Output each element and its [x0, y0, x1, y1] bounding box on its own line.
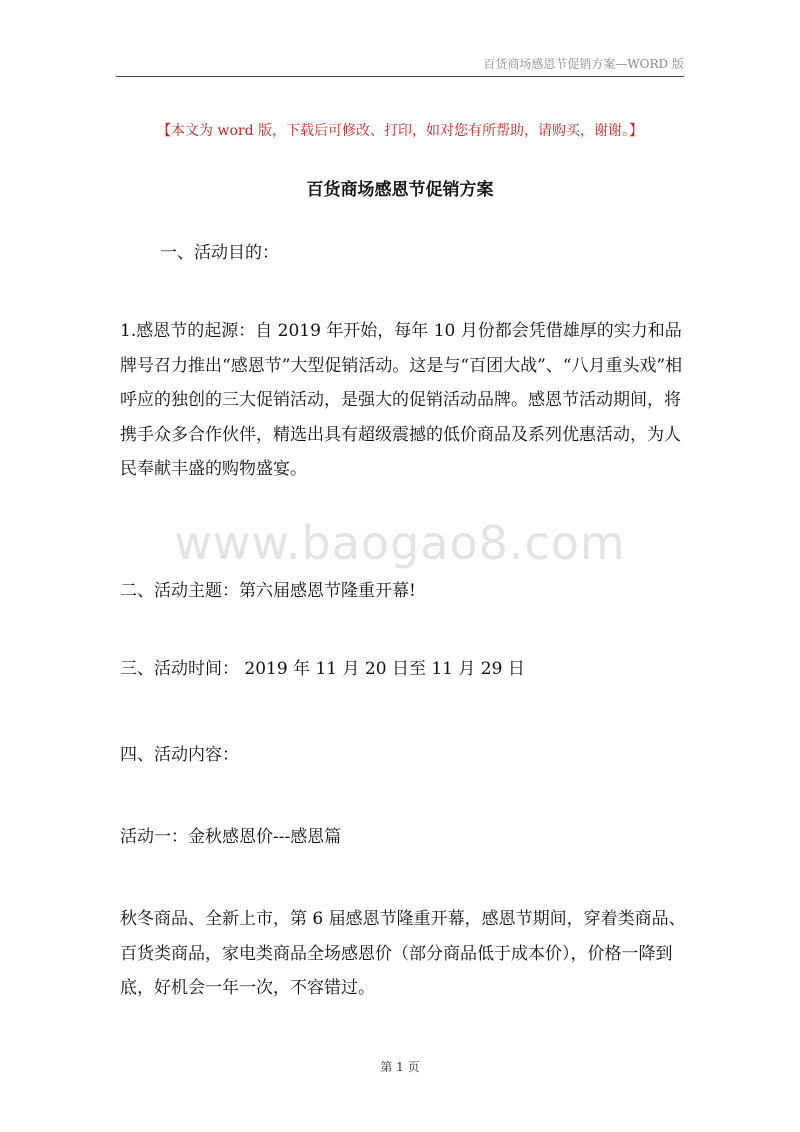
activity1-body: 秋冬商品、全新上市，第 6 届感恩节隆重开幕，感恩节期间，穿着类商品、百货类商品，家电类商品全场感恩价（部分商品低于成本价），价格一降到底，好机会一年一次，不容错过。: [120, 909, 686, 998]
section-purpose-heading: 一、活动目的：: [160, 243, 279, 263]
header-divider: [116, 76, 684, 77]
section-theme: 二、活动主题：第六届感恩节隆重开幕!: [120, 581, 416, 601]
purchase-notice: 【本文为 word 版，下载后可修改、打印，如对您有所帮助，请购买，谢谢。】: [157, 123, 643, 139]
page-number: 第 1 页: [380, 1060, 420, 1074]
watermark: www.baogao8.com: [174, 516, 626, 570]
section-time: 三、活动时间： 2019 年 11 月 20 日至 11 月 29 日: [120, 659, 525, 679]
section-content-heading: 四、活动内容：: [120, 745, 239, 765]
activity1-heading: 活动一：金秋感恩价---感恩篇: [120, 827, 342, 847]
section-purpose-body: 1.感恩节的起源：自 2019 年开始，每年 10 月份都会凭借雄厚的实力和品牌号召力推出“感恩节”大型促销活动。这是与“百团大战”、“八月重头戏”相呼应的独创的三大促销活动，是强大的促销活动品牌。感恩节活动期间，将携手众多合作伙伴，精选出具有超级震撼的低价商品及系列优惠活动，为人民奉献丰盛的购物盛宴。: [120, 321, 683, 479]
running-header: 百货商场感恩节促销方案—WORD 版: [483, 57, 684, 71]
document-title: 百货商场感恩节促销方案: [306, 180, 494, 200]
